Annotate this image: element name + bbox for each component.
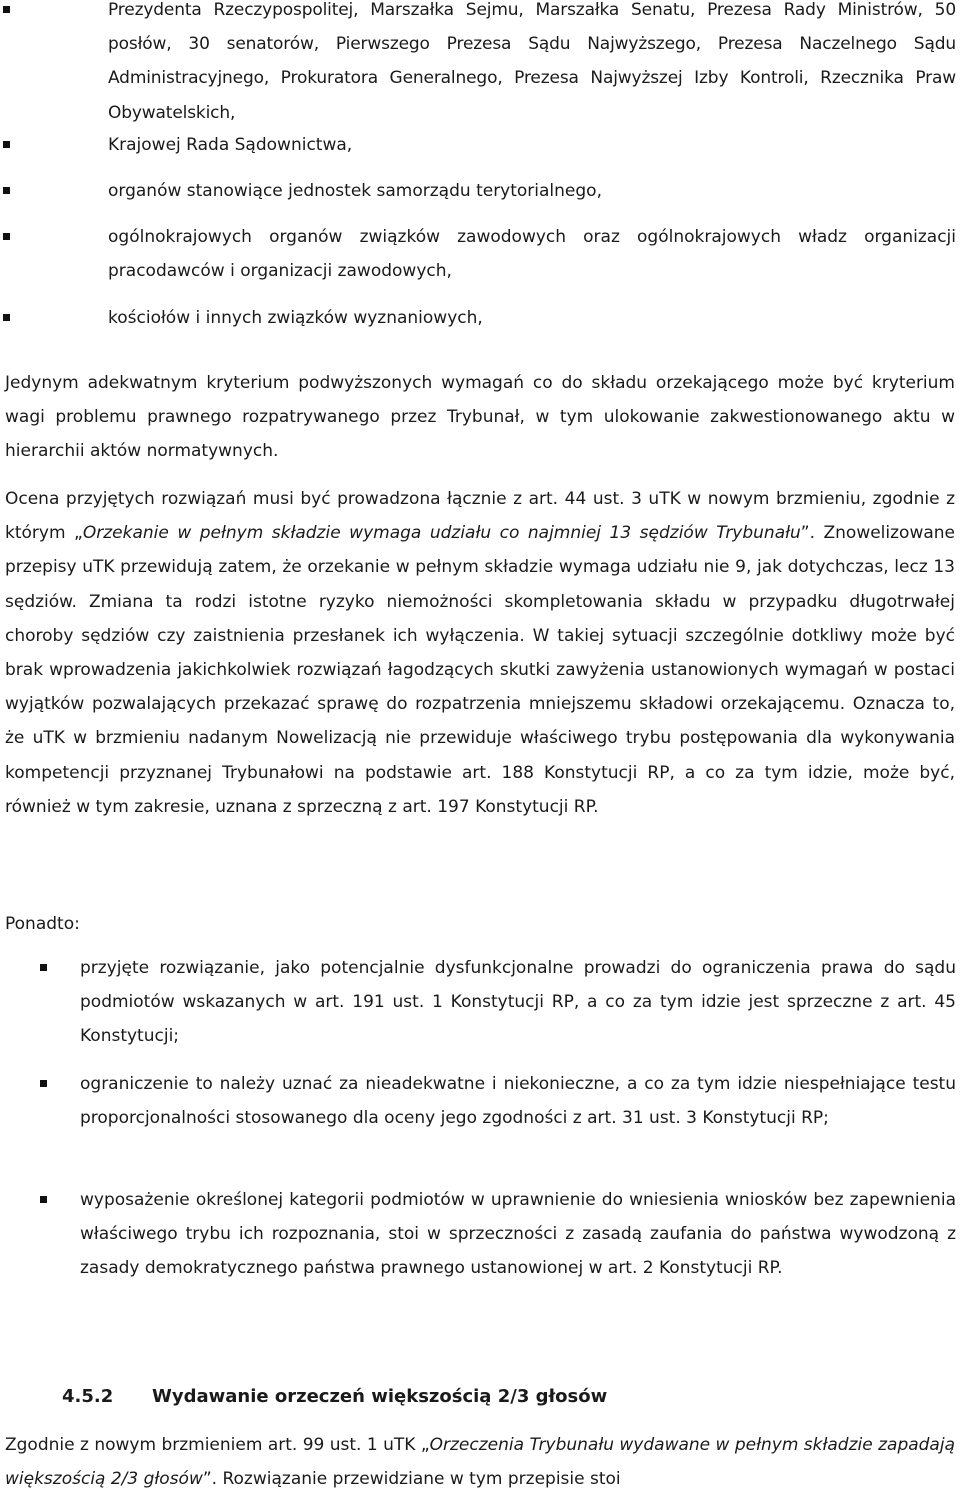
list-item: Krajowej Rada Sądownictwa,: [68, 128, 956, 174]
section-number: 4.5.2: [62, 1386, 114, 1407]
list-item: Prezydenta Rzeczypospolitej, Marszałka Sejmu, Marszałka Senatu, Prezesa Rady Ministrów, 50 posłów, 30 senatorów, Pierwszego Prezesa Sądu Najwyższego, Prezesa Naczelnego Sądu Administracyjnego, Prokuratora Generalnego, Prezesa Najwyższej Izby Kontroli, Rzecznika Praw Obywatelskich,: [68, 0, 956, 128]
bottom-bullet-list: [40, 951, 956, 1286]
paragraph-ponadto: Ponadto:: [5, 914, 80, 934]
list-item: kościołów i innych związków wyznaniowych,: [68, 301, 956, 335]
square-bullet-icon: [3, 233, 10, 240]
list-item: ogólnokrajowych organów związków zawodowych oraz ogólnokrajowych władz organizacji pracodawców i organizacji zawodowych,: [68, 220, 956, 301]
top-bullet-list: [68, 0, 956, 335]
section-title: Wydawanie orzeczeń większością 2/3 głosów: [152, 1386, 608, 1407]
list-item: ograniczenie to należy uznać za nieadekwatne i niekonieczne, a co za tym idzie niespełniające testu proporcjonalności stosowanego dla oceny jego zgodności z art. 31 ust. 3 Konstytucji RP;: [40, 1067, 956, 1183]
square-bullet-icon: [3, 141, 10, 148]
list-item: wyposażenie określonej kategorii podmiotów w uprawnienie do wniesienia wniosków bez zapewnienia właściwego trybu ich rozpoznania, stoi w sprzeczności z zasadą zaufania do państwa wywodzoną z zasady demokratycznego państwa prawnego ustanowionej w art. 2 Konstytucji RP.: [40, 1183, 956, 1286]
paragraph-criterion: Jedynym adekwatnym kryterium podwyższonych wymagań co do składu orzekającego może być kryterium wagi problemu prawnego rozpatrywanego przez Trybunał, w tym ulokowanie zakwestionowanego aktu w hierarchii aktów normatywnych.: [5, 373, 955, 462]
square-bullet-icon: [40, 1196, 47, 1203]
quote: Orzekanie w pełnym składzie wymaga udziału co najmniej 13 sędziów Trybunału: [82, 523, 801, 544]
square-bullet-icon: [3, 187, 10, 194]
square-bullet-icon: [40, 1080, 47, 1087]
section-heading: [62, 1380, 607, 1414]
paragraph-majority: Zgodnie z nowym brzmieniem art. 99 ust. 1 uTK „Orzeczenia Trybunału wydawane w pełnym składzie zapadają większością 2/3 głosów”. Rozwiązanie przewidziane w tym przepisie stoi: [5, 1435, 955, 1490]
quote: Orzeczenia Trybunału wydawane w pełnym składzie zapadają większością 2/3 głosów: [5, 1435, 955, 1490]
square-bullet-icon: [40, 964, 47, 971]
list-item: organów stanowiące jednostek samorządu terytorialnego,: [68, 174, 956, 220]
square-bullet-icon: [3, 314, 10, 321]
list-item: przyjęte rozwiązanie, jako potencjalnie dysfunkcjonalne prowadzi do ograniczenia prawa do sądu podmiotów wskazanych w art. 191 ust. 1 Konstytucji RP, a co za tym idzie jest sprzeczne z art. 45 Konstytucji;: [40, 951, 956, 1067]
paragraph-assessment: Ocena przyjętych rozwiązań musi być prowadzona łącznie z art. 44 ust. 3 uTK w nowym brzmieniu, zgodnie z którym „Orzekanie w pełnym składzie wymaga udziału co najmniej 13 sędziów Trybunału”. Znowelizowane przepisy uTK przewidują zatem, że orzekanie w pełnym składzie wymaga udziału nie 9, jak dotychczas, lecz 13 sędziów. Zmiana ta rodzi istotne ryzyko niemożności skompletowania składu w przypadku długotrwałej choroby sędziów czy zaistnienia przesłanek ich wyłączenia. W takiej sytuacji szczególnie dotkliwy może być brak wprowadzenia jakichkolwiek rozwiązań łagodzących skutki zawyżenia ustanowionych wymagań w postaci wyjątków pozwalających przekazać sprawę do rozpatrzenia mniejszemu składowi orzekającemu. Oznacza to, że uTK w brzmieniu nadanym Nowelizacją nie przewiduje właściwego trybu postępowania dla wykonywania kompetencji przyznanej Trybunałowi na podstawie art. 188 Konstytucji RP, a co za tym idzie, może być, również w tym zakresie, uznana z sprzeczną z art. 197 Konstytucji RP.: [5, 489, 956, 817]
square-bullet-icon: [3, 6, 10, 13]
